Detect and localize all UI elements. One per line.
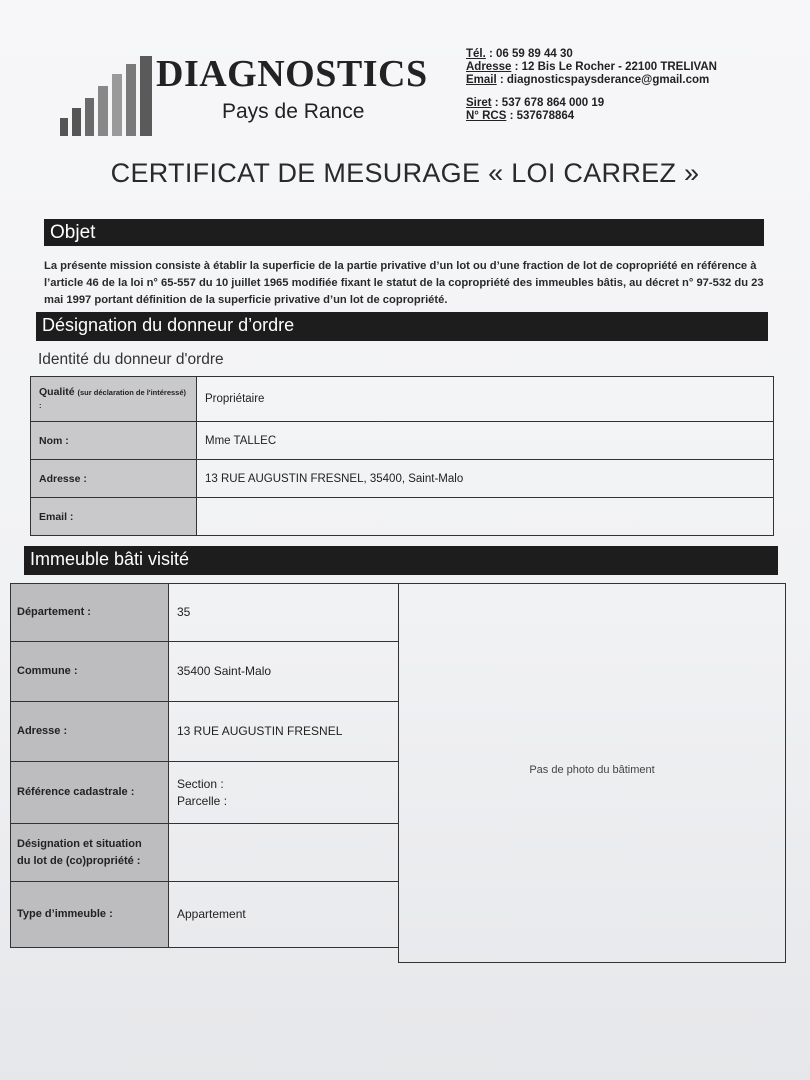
label-nom: Nom : xyxy=(31,422,197,460)
photo-placeholder-text: Pas de photo du bâtiment xyxy=(529,764,655,776)
table-row xyxy=(11,824,399,882)
label-reference-cadastrale: Référence cadastrale : xyxy=(11,762,169,824)
table-row xyxy=(31,422,774,460)
logo-bars-icon xyxy=(58,56,154,136)
section-heading-donneur: Désignation du donneur d’ordre xyxy=(36,312,768,341)
contact-email: Email : diagnosticspaysderance@gmail.com xyxy=(466,74,710,86)
page-title: CERTIFICAT DE MESURAGE « LOI CARREZ » xyxy=(110,158,700,188)
contact-rcs: N° RCS : 537678864 xyxy=(466,110,575,122)
table-row xyxy=(31,498,774,536)
table-row xyxy=(11,584,399,642)
value-commune: 35400 Saint-Malo xyxy=(169,642,399,702)
label-adresse-immeuble: Adresse : xyxy=(11,702,169,762)
donneur-table xyxy=(30,376,774,536)
value-reference-cadastrale xyxy=(169,762,399,824)
value-email xyxy=(197,498,774,536)
value-adresse: 13 RUE AUGUSTIN FRESNEL, 35400, Saint-Malo xyxy=(197,460,774,498)
table-row xyxy=(31,377,774,422)
donneur-subheading: Identité du donneur d'ordre xyxy=(38,351,224,368)
brand-subtitle: Pays de Rance xyxy=(222,100,365,123)
value-qualite: Propriétaire xyxy=(197,377,774,422)
photo-placeholder xyxy=(398,583,786,963)
label-type-immeuble: Type d’immeuble : xyxy=(11,882,169,948)
table-row xyxy=(11,702,399,762)
table-row xyxy=(11,642,399,702)
contact-tel: Tél. : 06 59 89 44 30 xyxy=(466,48,573,60)
value-section: Section : xyxy=(177,776,224,791)
value-adresse-immeuble: 13 RUE AUGUSTIN FRESNEL xyxy=(169,702,399,762)
immeuble-table xyxy=(10,583,399,948)
label-commune: Commune : xyxy=(11,642,169,702)
value-nom: Mme TALLEC xyxy=(197,422,774,460)
section-heading-objet: Objet xyxy=(44,219,764,246)
label-designation-lot: Désignation et situation du lot de (co)propriété : xyxy=(11,824,169,882)
value-designation-lot xyxy=(169,824,399,882)
objet-paragraph: La présente mission consiste à établir la superficie de la partie privative d’un lot ou d’une fraction de lot de copropriété en référence à l’article 46 de la loi n° 65-557 du 10 juillet 1965 modifiée fixant le statut de la copropriété des immeubles bâtis, au décret n° 97-532 du 23 mai 1997 portant définition de la superficie privative d’un lot de copropriété. xyxy=(44,260,764,306)
table-row xyxy=(11,882,399,948)
label-departement: Département : xyxy=(11,584,169,642)
section-heading-immeuble: Immeuble bâti visité xyxy=(24,546,778,575)
value-departement: 35 xyxy=(169,584,399,642)
value-parcelle: Parcelle : xyxy=(177,793,228,808)
brand-name: DIAGNOSTICS xyxy=(156,53,428,95)
label-email: Email : xyxy=(31,498,197,536)
contact-siret: Siret : 537 678 864 000 19 xyxy=(466,97,605,109)
value-type-immeuble: Appartement xyxy=(169,882,399,948)
label-qualite: Qualité (sur déclaration de l'intéressé) : xyxy=(31,377,197,422)
contact-address: Adresse : 12 Bis Le Rocher - 22100 TRELIVAN xyxy=(466,61,717,73)
table-row xyxy=(11,762,399,824)
contact-block xyxy=(466,48,717,123)
table-row xyxy=(31,460,774,498)
label-adresse: Adresse : xyxy=(31,460,197,498)
